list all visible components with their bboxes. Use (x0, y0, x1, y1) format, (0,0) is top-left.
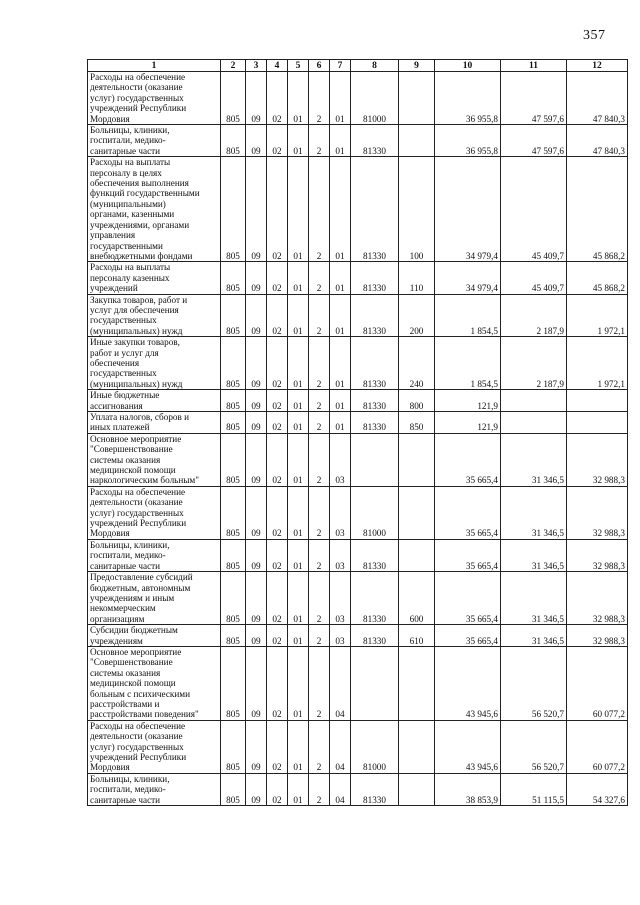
direction-cell: 81000 (351, 720, 399, 773)
amount-year2-cell: 45 409,7 (501, 157, 567, 262)
subsection-cell: 02 (267, 486, 288, 539)
subprogram-cell: 2 (309, 157, 330, 262)
amount-year2-cell (501, 390, 567, 412)
subsection-cell: 02 (267, 125, 288, 157)
column-header: 8 (351, 60, 399, 72)
row-name-cell: Основное мероприятие "Совершенствование системы оказания медицинской помощи больным с психическими расстройствами и расстройствами поведения" (88, 646, 221, 720)
table-row (88, 486, 628, 539)
expense-type-cell: 850 (399, 412, 435, 434)
amount-year3-cell: 60 077,2 (567, 720, 628, 773)
subprogram-cell: 2 (309, 433, 330, 486)
row-name-cell: Больницы, клиники, госпитали, медико- санитарные части (88, 539, 221, 571)
program-cell: 01 (288, 720, 309, 773)
direction-cell (351, 433, 399, 486)
row-name-cell: Расходы на выплаты персоналу казенных учреждений (88, 262, 221, 294)
subsection-cell: 02 (267, 539, 288, 571)
direction-cell (351, 646, 399, 720)
subprogram-cell: 2 (309, 390, 330, 412)
event-cell: 01 (330, 294, 351, 337)
amount-year2-cell: 47 597,6 (501, 125, 567, 157)
table-row (88, 390, 628, 412)
subprogram-cell: 2 (309, 125, 330, 157)
column-header: 4 (267, 60, 288, 72)
event-cell: 01 (330, 125, 351, 157)
event-cell: 01 (330, 157, 351, 262)
amount-year1-cell: 35 665,4 (435, 539, 501, 571)
admin-code-cell: 805 (221, 539, 246, 571)
direction-cell: 81330 (351, 625, 399, 647)
subprogram-cell: 2 (309, 572, 330, 625)
program-cell: 01 (288, 337, 309, 390)
event-cell: 03 (330, 486, 351, 539)
amount-year3-cell: 32 988,3 (567, 625, 628, 647)
amount-year3-cell (567, 412, 628, 434)
expense-type-cell: 600 (399, 572, 435, 625)
subprogram-cell: 2 (309, 486, 330, 539)
expense-type-cell: 200 (399, 294, 435, 337)
program-cell: 01 (288, 539, 309, 571)
direction-cell: 81330 (351, 539, 399, 571)
row-name-cell: Закупка товаров, работ и услуг для обеспечения государственных (муниципальных) нужд (88, 294, 221, 337)
subprogram-cell: 2 (309, 625, 330, 647)
section-cell: 09 (246, 125, 267, 157)
amount-year1-cell: 38 853,9 (435, 773, 501, 805)
expense-type-cell: 100 (399, 157, 435, 262)
amount-year3-cell: 1 972,1 (567, 337, 628, 390)
table-row (88, 294, 628, 337)
subsection-cell: 02 (267, 433, 288, 486)
budget-table (87, 59, 628, 806)
table-row (88, 433, 628, 486)
expense-type-cell (399, 125, 435, 157)
direction-cell: 81330 (351, 294, 399, 337)
program-cell: 01 (288, 433, 309, 486)
table-row (88, 157, 628, 262)
subsection-cell: 02 (267, 262, 288, 294)
expense-type-cell (399, 72, 435, 125)
amount-year2-cell: 45 409,7 (501, 262, 567, 294)
table-row (88, 773, 628, 805)
expense-type-cell (399, 720, 435, 773)
program-cell: 01 (288, 773, 309, 805)
amount-year1-cell: 35 665,4 (435, 433, 501, 486)
direction-cell: 81330 (351, 337, 399, 390)
amount-year1-cell: 121,9 (435, 390, 501, 412)
subprogram-cell: 2 (309, 646, 330, 720)
amount-year3-cell: 32 988,3 (567, 572, 628, 625)
amount-year2-cell: 31 346,5 (501, 625, 567, 647)
amount-year2-cell: 31 346,5 (501, 486, 567, 539)
program-cell: 01 (288, 390, 309, 412)
table-row (88, 262, 628, 294)
amount-year1-cell: 34 979,4 (435, 262, 501, 294)
subsection-cell: 02 (267, 412, 288, 434)
event-cell: 04 (330, 773, 351, 805)
column-header: 11 (501, 60, 567, 72)
column-header: 12 (567, 60, 628, 72)
amount-year3-cell: 45 868,2 (567, 157, 628, 262)
amount-year3-cell: 1 972,1 (567, 294, 628, 337)
column-header: 9 (399, 60, 435, 72)
row-name-cell: Иные бюджетные ассигнования (88, 390, 221, 412)
program-cell: 01 (288, 157, 309, 262)
event-cell: 01 (330, 72, 351, 125)
amount-year1-cell: 35 665,4 (435, 572, 501, 625)
column-header: 6 (309, 60, 330, 72)
event-cell: 01 (330, 262, 351, 294)
admin-code-cell: 805 (221, 720, 246, 773)
amount-year1-cell: 1 854,5 (435, 337, 501, 390)
direction-cell: 81330 (351, 390, 399, 412)
event-cell: 01 (330, 337, 351, 390)
section-cell: 09 (246, 539, 267, 571)
amount-year1-cell: 35 665,4 (435, 625, 501, 647)
admin-code-cell: 805 (221, 294, 246, 337)
direction-cell: 81330 (351, 572, 399, 625)
section-cell: 09 (246, 646, 267, 720)
subprogram-cell: 2 (309, 337, 330, 390)
expense-type-cell (399, 433, 435, 486)
section-cell: 09 (246, 720, 267, 773)
table-row (88, 412, 628, 434)
expense-type-cell (399, 646, 435, 720)
program-cell: 01 (288, 486, 309, 539)
row-name-cell: Расходы на обеспечение деятельности (оказание услуг) государственных учреждений Республики Мордовия (88, 72, 221, 125)
admin-code-cell: 805 (221, 125, 246, 157)
program-cell: 01 (288, 646, 309, 720)
subsection-cell: 02 (267, 390, 288, 412)
subprogram-cell: 2 (309, 262, 330, 294)
direction-cell: 81330 (351, 157, 399, 262)
subprogram-cell: 2 (309, 773, 330, 805)
admin-code-cell: 805 (221, 412, 246, 434)
amount-year2-cell: 2 187,9 (501, 337, 567, 390)
column-header: 7 (330, 60, 351, 72)
event-cell: 03 (330, 539, 351, 571)
expense-type-cell (399, 486, 435, 539)
column-header: 2 (221, 60, 246, 72)
admin-code-cell: 805 (221, 72, 246, 125)
page-number: 357 (583, 28, 606, 43)
subprogram-cell: 2 (309, 412, 330, 434)
section-cell: 09 (246, 72, 267, 125)
admin-code-cell: 805 (221, 262, 246, 294)
section-cell: 09 (246, 262, 267, 294)
admin-code-cell: 805 (221, 486, 246, 539)
row-name-cell: Иные закупки товаров, работ и услуг для обеспечения государственных (муниципальных) нужд (88, 337, 221, 390)
subprogram-cell: 2 (309, 720, 330, 773)
section-cell: 09 (246, 572, 267, 625)
section-cell: 09 (246, 390, 267, 412)
expense-type-cell (399, 773, 435, 805)
event-cell: 04 (330, 646, 351, 720)
amount-year2-cell: 56 520,7 (501, 720, 567, 773)
subprogram-cell: 2 (309, 294, 330, 337)
row-name-cell: Основное мероприятие "Совершенствование системы оказания медицинской помощи наркологическим больным" (88, 433, 221, 486)
section-cell: 09 (246, 433, 267, 486)
admin-code-cell: 805 (221, 390, 246, 412)
subprogram-cell: 2 (309, 539, 330, 571)
event-cell: 03 (330, 572, 351, 625)
subprogram-cell: 2 (309, 72, 330, 125)
amount-year2-cell: 51 115,5 (501, 773, 567, 805)
direction-cell: 81330 (351, 125, 399, 157)
amount-year3-cell: 32 988,3 (567, 433, 628, 486)
section-cell: 09 (246, 294, 267, 337)
row-name-cell: Уплата налогов, сборов и иных платежей (88, 412, 221, 434)
column-header: 3 (246, 60, 267, 72)
event-cell: 03 (330, 433, 351, 486)
admin-code-cell: 805 (221, 646, 246, 720)
amount-year1-cell: 121,9 (435, 412, 501, 434)
section-cell: 09 (246, 625, 267, 647)
expense-type-cell: 240 (399, 337, 435, 390)
table-row (88, 125, 628, 157)
amount-year1-cell: 36 955,8 (435, 125, 501, 157)
event-cell: 04 (330, 720, 351, 773)
amount-year1-cell: 34 979,4 (435, 157, 501, 262)
table-row (88, 720, 628, 773)
subsection-cell: 02 (267, 157, 288, 262)
amount-year2-cell: 31 346,5 (501, 433, 567, 486)
amount-year3-cell: 47 840,3 (567, 125, 628, 157)
subsection-cell: 02 (267, 337, 288, 390)
subsection-cell: 02 (267, 294, 288, 337)
amount-year2-cell: 2 187,9 (501, 294, 567, 337)
section-cell: 09 (246, 773, 267, 805)
program-cell: 01 (288, 125, 309, 157)
amount-year2-cell: 31 346,5 (501, 539, 567, 571)
table-header-row (88, 60, 628, 72)
admin-code-cell: 805 (221, 337, 246, 390)
expense-type-cell: 610 (399, 625, 435, 647)
section-cell: 09 (246, 157, 267, 262)
subsection-cell: 02 (267, 72, 288, 125)
expense-type-cell: 800 (399, 390, 435, 412)
direction-cell: 81330 (351, 773, 399, 805)
section-cell: 09 (246, 486, 267, 539)
amount-year3-cell: 54 327,6 (567, 773, 628, 805)
column-header: 5 (288, 60, 309, 72)
admin-code-cell: 805 (221, 157, 246, 262)
subsection-cell: 02 (267, 572, 288, 625)
row-name-cell: Расходы на выплаты персоналу в целях обеспечения выполнения функций государственными (муниципальными) органами, казенными учреждениями, органами управления государственными внебюджетными фондами (88, 157, 221, 262)
amount-year3-cell (567, 390, 628, 412)
amount-year2-cell (501, 412, 567, 434)
amount-year2-cell: 31 346,5 (501, 572, 567, 625)
admin-code-cell: 805 (221, 773, 246, 805)
row-name-cell: Больницы, клиники, госпитали, медико- санитарные части (88, 125, 221, 157)
amount-year3-cell: 45 868,2 (567, 262, 628, 294)
table-row (88, 72, 628, 125)
subsection-cell: 02 (267, 625, 288, 647)
program-cell: 01 (288, 572, 309, 625)
amount-year1-cell: 35 665,4 (435, 486, 501, 539)
amount-year2-cell: 56 520,7 (501, 646, 567, 720)
row-name-cell: Субсидии бюджетным учреждениям (88, 625, 221, 647)
table-row (88, 646, 628, 720)
event-cell: 01 (330, 390, 351, 412)
row-name-cell: Предоставление субсидий бюджетным, автономным учреждениям и иным некоммерческим организациям (88, 572, 221, 625)
admin-code-cell: 805 (221, 572, 246, 625)
table-row (88, 337, 628, 390)
expense-type-cell (399, 539, 435, 571)
direction-cell: 81330 (351, 412, 399, 434)
column-header: 1 (88, 60, 221, 72)
column-header: 10 (435, 60, 501, 72)
subsection-cell: 02 (267, 646, 288, 720)
event-cell: 01 (330, 412, 351, 434)
amount-year3-cell: 32 988,3 (567, 486, 628, 539)
direction-cell: 81330 (351, 262, 399, 294)
table-row (88, 625, 628, 647)
section-cell: 09 (246, 337, 267, 390)
amount-year1-cell: 43 945,6 (435, 720, 501, 773)
program-cell: 01 (288, 625, 309, 647)
row-name-cell: Расходы на обеспечение деятельности (оказание услуг) государственных учреждений Республики Мордовия (88, 720, 221, 773)
row-name-cell: Расходы на обеспечение деятельности (оказание услуг) государственных учреждений Республики Мордовия (88, 486, 221, 539)
direction-cell: 81000 (351, 72, 399, 125)
event-cell: 03 (330, 625, 351, 647)
section-cell: 09 (246, 412, 267, 434)
amount-year1-cell: 43 945,6 (435, 646, 501, 720)
amount-year3-cell: 32 988,3 (567, 539, 628, 571)
program-cell: 01 (288, 262, 309, 294)
table-body (88, 72, 628, 806)
amount-year1-cell: 36 955,8 (435, 72, 501, 125)
expense-type-cell: 110 (399, 262, 435, 294)
admin-code-cell: 805 (221, 625, 246, 647)
subsection-cell: 02 (267, 720, 288, 773)
program-cell: 01 (288, 412, 309, 434)
program-cell: 01 (288, 294, 309, 337)
amount-year1-cell: 1 854,5 (435, 294, 501, 337)
row-name-cell: Больницы, клиники, госпитали, медико- санитарные части (88, 773, 221, 805)
amount-year3-cell: 60 077,2 (567, 646, 628, 720)
amount-year2-cell: 47 597,6 (501, 72, 567, 125)
program-cell: 01 (288, 72, 309, 125)
table-row (88, 572, 628, 625)
amount-year3-cell: 47 840,3 (567, 72, 628, 125)
admin-code-cell: 805 (221, 433, 246, 486)
direction-cell: 81000 (351, 486, 399, 539)
table-row (88, 539, 628, 571)
subsection-cell: 02 (267, 773, 288, 805)
